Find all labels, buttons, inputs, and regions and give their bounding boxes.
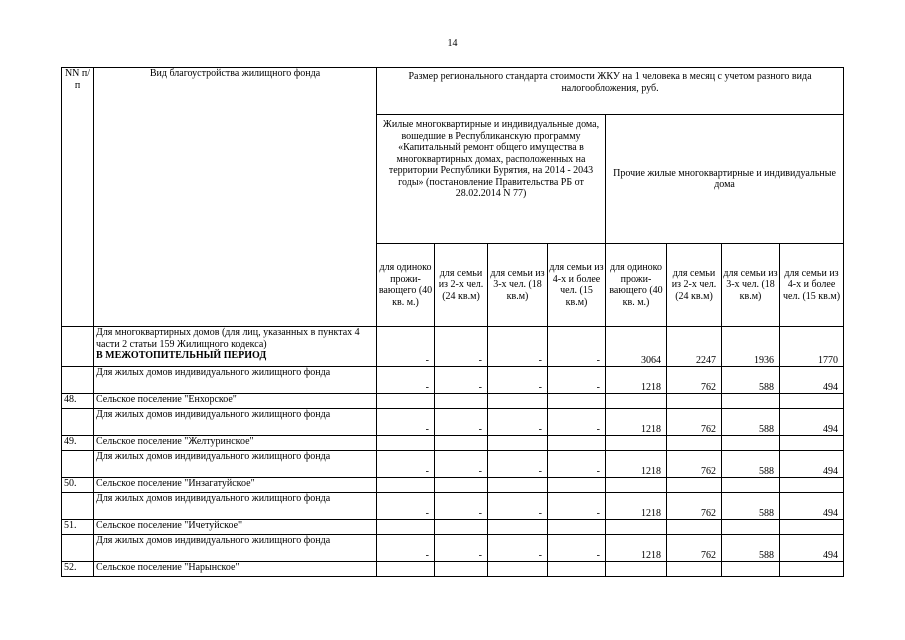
row-text: Для многоквартирных домов (для лиц, указанных в пунктах 4 части 2 статьи 159 Жилищного кодекса) xyxy=(96,327,360,350)
value-cell: 1936 xyxy=(722,327,780,367)
empty-cell xyxy=(722,562,780,577)
value-cell: - xyxy=(377,327,435,367)
empty-cell xyxy=(780,436,844,451)
empty-cell xyxy=(606,436,667,451)
header-sub: для семьи из 3-х чел. (18 кв.м) xyxy=(488,244,548,327)
row-num xyxy=(62,451,94,478)
value-cell: - xyxy=(548,367,606,394)
value-cell: - xyxy=(488,451,548,478)
empty-cell xyxy=(435,520,488,535)
value-cell: 494 xyxy=(780,367,844,394)
value-cell: 762 xyxy=(667,367,722,394)
empty-cell xyxy=(722,478,780,493)
value-cell: 494 xyxy=(780,409,844,436)
row-num xyxy=(62,327,94,367)
value-cell: 1218 xyxy=(606,451,667,478)
header-sub: для семьи из 4-х и более чел. (15 кв.м) xyxy=(780,244,844,327)
value-cell: - xyxy=(377,493,435,520)
value-cell: - xyxy=(377,409,435,436)
empty-cell xyxy=(488,436,548,451)
empty-cell xyxy=(548,478,606,493)
period-label: В МЕЖОТОПИТЕЛЬНЫЙ ПЕРИОД xyxy=(96,350,267,361)
value-cell: - xyxy=(488,409,548,436)
value-cell: - xyxy=(377,451,435,478)
row-description: Для жилых домов индивидуального жилищного фонда xyxy=(94,493,377,520)
row-description: Для жилых домов индивидуального жилищного фонда xyxy=(94,367,377,394)
value-cell: - xyxy=(435,409,488,436)
value-cell: 588 xyxy=(722,409,780,436)
settlement-num: 51. xyxy=(62,520,94,535)
empty-cell xyxy=(667,562,722,577)
value-cell: 494 xyxy=(780,493,844,520)
value-cell: 2247 xyxy=(667,327,722,367)
table-row-individual xyxy=(62,367,844,394)
empty-cell xyxy=(780,394,844,409)
row-description xyxy=(94,327,377,367)
value-cell: 1218 xyxy=(606,367,667,394)
settlement-num: 52. xyxy=(62,562,94,577)
value-cell: 762 xyxy=(667,535,722,562)
empty-cell xyxy=(548,436,606,451)
value-cell: - xyxy=(488,535,548,562)
value-cell: - xyxy=(488,367,548,394)
value-cell: - xyxy=(435,451,488,478)
value-cell: 588 xyxy=(722,535,780,562)
value-cell: - xyxy=(548,451,606,478)
value-cell: 494 xyxy=(780,451,844,478)
empty-cell xyxy=(667,520,722,535)
row-description: Для жилых домов индивидуального жилищного фонда xyxy=(94,451,377,478)
value-cell: - xyxy=(548,535,606,562)
empty-cell xyxy=(435,394,488,409)
header-num: NN п/п xyxy=(62,68,94,327)
empty-cell xyxy=(488,520,548,535)
empty-cell xyxy=(722,520,780,535)
value-cell: 762 xyxy=(667,451,722,478)
value-cell: - xyxy=(377,367,435,394)
empty-cell xyxy=(435,562,488,577)
value-cell: - xyxy=(377,535,435,562)
value-cell: 762 xyxy=(667,493,722,520)
value-cell: 762 xyxy=(667,409,722,436)
value-cell: 494 xyxy=(780,535,844,562)
row-num xyxy=(62,535,94,562)
empty-cell xyxy=(667,478,722,493)
header-sub: для семьи из 2-х чел. (24 кв.м) xyxy=(435,244,488,327)
empty-cell xyxy=(435,436,488,451)
value-cell: - xyxy=(548,327,606,367)
value-cell: 588 xyxy=(722,367,780,394)
settlement-name: Сельское поселение "Инзагатуйское" xyxy=(94,478,377,493)
empty-cell xyxy=(548,394,606,409)
settlement-name: Сельское поселение "Ичетуйское" xyxy=(94,520,377,535)
empty-cell xyxy=(488,562,548,577)
value-cell: 588 xyxy=(722,451,780,478)
settlement-name: Сельское поселение "Нарынское" xyxy=(94,562,377,577)
value-cell: 1218 xyxy=(606,535,667,562)
value-cell: 3064 xyxy=(606,327,667,367)
empty-cell xyxy=(548,520,606,535)
empty-cell xyxy=(667,394,722,409)
empty-cell xyxy=(780,562,844,577)
table-row-settlement xyxy=(62,394,844,409)
header-kind: Вид благоустройства жилищного фонда xyxy=(94,68,377,327)
settlement-num: 49. xyxy=(62,436,94,451)
empty-cell xyxy=(488,394,548,409)
empty-cell xyxy=(722,394,780,409)
value-cell: - xyxy=(435,367,488,394)
value-cell: 588 xyxy=(722,493,780,520)
empty-cell xyxy=(606,520,667,535)
header-sub: для семьи из 4-х и более чел. (15 кв.м) xyxy=(548,244,606,327)
header-sub: для одиноко прожи-вающего (40 кв. м.) xyxy=(377,244,435,327)
empty-cell xyxy=(722,436,780,451)
header-group-program: Жилые многоквартирные и индивидуальные дома, вошедшие в Республиканскую программу «Капитальный ремонт общего имущества в многоквартирных домах, расположенных на территории Республики Бурятия, на 2014 - 2043 годы» (постановление Правительства РБ от 28.02.2014 N 77) xyxy=(377,115,606,244)
value-cell: 1218 xyxy=(606,493,667,520)
table-row-individual xyxy=(62,409,844,436)
row-num xyxy=(62,409,94,436)
empty-cell xyxy=(377,520,435,535)
empty-cell xyxy=(606,478,667,493)
empty-cell xyxy=(606,394,667,409)
row-description: Для жилых домов индивидуального жилищного фонда xyxy=(94,409,377,436)
empty-cell xyxy=(377,478,435,493)
empty-cell xyxy=(606,562,667,577)
row-description: Для жилых домов индивидуального жилищного фонда xyxy=(94,535,377,562)
table-row-individual xyxy=(62,493,844,520)
row-num xyxy=(62,367,94,394)
settlement-num: 50. xyxy=(62,478,94,493)
value-cell: 1218 xyxy=(606,409,667,436)
empty-cell xyxy=(667,436,722,451)
empty-cell xyxy=(488,478,548,493)
empty-cell xyxy=(377,394,435,409)
empty-cell xyxy=(780,520,844,535)
header-group-other: Прочие жилые многоквартирные и индивидуальные дома xyxy=(606,115,844,244)
settlement-num: 48. xyxy=(62,394,94,409)
row-num xyxy=(62,493,94,520)
empty-cell xyxy=(780,478,844,493)
table-row-settlement xyxy=(62,478,844,493)
value-cell: - xyxy=(488,327,548,367)
tariff-table xyxy=(61,67,844,577)
page-number: 14 xyxy=(447,38,458,49)
empty-cell xyxy=(548,562,606,577)
value-cell: - xyxy=(435,535,488,562)
header-sub: для семьи из 3-х чел. (18 кв.м) xyxy=(722,244,780,327)
table-row-settlement xyxy=(62,562,844,577)
header-sub: для семьи из 2-х чел. (24 кв.м) xyxy=(667,244,722,327)
value-cell: - xyxy=(435,493,488,520)
value-cell: - xyxy=(435,327,488,367)
empty-cell xyxy=(435,478,488,493)
table-row-settlement xyxy=(62,520,844,535)
header-sub: для одиноко прожи-вающего (40 кв. м.) xyxy=(606,244,667,327)
settlement-name: Сельское поселение "Желтуринское" xyxy=(94,436,377,451)
table-row-individual xyxy=(62,535,844,562)
value-cell: 1770 xyxy=(780,327,844,367)
table-row-settlement xyxy=(62,436,844,451)
value-cell: - xyxy=(548,493,606,520)
header-size: Размер регионального стандарта стоимости ЖКУ на 1 человека в месяц с учетом разного вида налогообложения, руб. xyxy=(377,68,844,115)
empty-cell xyxy=(377,436,435,451)
settlement-name: Сельское поселение "Енхорское" xyxy=(94,394,377,409)
empty-cell xyxy=(377,562,435,577)
table-row-apartments xyxy=(62,327,844,367)
value-cell: - xyxy=(488,493,548,520)
table-row-individual xyxy=(62,451,844,478)
value-cell: - xyxy=(548,409,606,436)
